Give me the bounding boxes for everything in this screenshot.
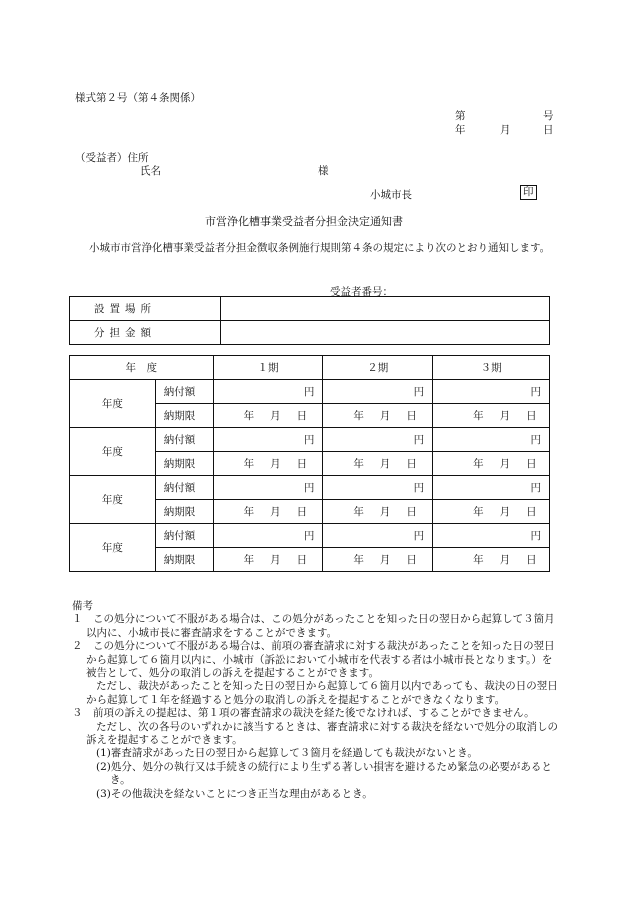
amount-cell: 円: [213, 428, 323, 452]
document-title: 市営浄化槽事業受益者分担金決定通知書: [205, 215, 403, 228]
due-date-cell: [433, 452, 550, 476]
note-item: ３ 前項の訴えの提起は、第１項の審査請求の裁決を経た後でなければ、することができません。: [72, 707, 535, 720]
table-row: [70, 428, 550, 452]
row-label-cell: 納付額: [155, 476, 213, 500]
note-item: ２ この処分について不服がある場合は、前項の審査請求に対する裁決があったことを知った日の翌日から起算して６箇月以内に、小城市（訴訟において小城市を代表する者は小城市長となります。）を被告として、処分の取消しの訴えを提起することができます。: [72, 640, 555, 680]
date-unit-label: 年: [473, 506, 484, 518]
date-unit-label: 月: [270, 410, 281, 422]
table-row: [70, 321, 550, 345]
amount-cell: 円: [323, 380, 433, 404]
date-unit-label: 月: [499, 554, 511, 566]
amount-cell: 円: [433, 476, 550, 500]
year-label-cell: 年度: [70, 428, 156, 476]
amount-cell: 円: [323, 428, 433, 452]
header-cell: ３期: [433, 356, 550, 380]
due-date-cell: [323, 500, 433, 524]
row-label-cell: 納付額: [155, 428, 213, 452]
row-label-cell: 納期限: [155, 548, 213, 572]
date-unit-label: 年: [353, 554, 364, 566]
row-label-cell: 納付額: [155, 524, 213, 548]
seal-mark: [520, 185, 537, 200]
year-label-cell: 年度: [70, 524, 156, 572]
date-year: 年: [455, 124, 466, 136]
header-cell: １期: [213, 356, 323, 380]
date-unit-label: 年: [353, 506, 364, 518]
note-item: (3)その他裁決を経ないことにつき正当な理由があるとき。: [96, 787, 373, 800]
date-unit-label: 月: [379, 506, 391, 518]
date-unit-label: 日: [296, 410, 308, 422]
date-unit-label: 月: [379, 554, 391, 566]
due-date-cell: [323, 452, 433, 476]
amount-cell: 円: [323, 476, 433, 500]
note-item: (1)審査請求があった日の翌日から起算して３箇月を経過しても裁決がないとき。: [96, 747, 478, 760]
due-date-cell: [323, 404, 433, 428]
date-unit-label: 月: [270, 458, 281, 470]
schedule-table: [69, 355, 550, 572]
year-label-cell: 年度: [70, 380, 156, 428]
note-item: ただし、裁決があったことを知った日の翌日から起算して６箇月以内であっても、裁決の日の翌日から起算して１年を経過すると処分の取消しの訴えを提起することができなくなります。: [86, 680, 558, 706]
table-row: [70, 297, 550, 321]
info-table: [69, 296, 550, 345]
date-unit-label: 月: [270, 554, 281, 566]
beneficiary-number-label: 受益者番号：: [330, 286, 393, 298]
date-unit-label: 日: [296, 506, 308, 518]
note-item: (2)処分、処分の執行又は手続きの続行により生ずる著しい損害を避けるため緊急の必要があるとき。: [96, 760, 552, 787]
row-label-cell: 納期限: [155, 452, 213, 476]
table-row: [70, 476, 550, 500]
form-label: 様式第２号（第４条関係）: [75, 92, 201, 104]
date-unit-label: 月: [499, 506, 511, 518]
date-unit-label: 月: [379, 458, 391, 470]
recipient-name-label: 氏名: [140, 165, 161, 177]
intro-text: 小城市市営浄化槽事業受益者分担金徴収条例施行規則第４条の規定により次のとおり通知します。: [89, 242, 551, 254]
number-dai: 第: [455, 110, 466, 122]
date-unit-label: 月: [270, 506, 281, 518]
date-unit-label: 日: [296, 554, 308, 566]
seal-text: 印: [520, 185, 537, 200]
amount-cell: 円: [433, 380, 550, 404]
table-row: [70, 524, 550, 548]
date-unit-label: 年: [353, 410, 364, 422]
date-day: 日: [543, 124, 554, 136]
header-cell: 年 度: [70, 356, 214, 380]
amount-cell: 円: [433, 428, 550, 452]
amount-cell: 円: [433, 524, 550, 548]
date-unit-label: 日: [406, 506, 417, 518]
row-label-cell: 納付額: [155, 380, 213, 404]
note-item: ただし、次の各号のいずれかに該当するときは、審査請求に対する裁決を経ないで処分の取消しの訴えを提起することができます。: [86, 720, 558, 747]
date-unit-label: 年: [473, 458, 484, 470]
recipient-address-label: （受益者）住所: [75, 152, 149, 164]
date-month: 月: [500, 124, 511, 136]
due-date-cell: [433, 500, 550, 524]
date-unit-label: 日: [406, 410, 417, 422]
issuer-name: 小城市長: [370, 189, 412, 201]
date-unit-label: 日: [526, 410, 537, 422]
date-unit-label: 年: [243, 410, 255, 422]
date-unit-label: 年: [473, 554, 484, 566]
date-unit-label: 年: [243, 458, 255, 470]
due-date-cell: [213, 452, 323, 476]
note-item: １ この処分について不服がある場合は、この処分があったことを知った日の翌日から起算して３箇月以内に、小城市長に審査請求をすることができます。: [72, 613, 555, 639]
amount-cell: 円: [323, 524, 433, 548]
amount-cell: 円: [213, 380, 323, 404]
date-unit-label: 月: [379, 410, 391, 422]
date-unit-label: 日: [406, 458, 417, 470]
recipient-sama: 様: [318, 165, 329, 177]
row-label-cell: 納期限: [155, 500, 213, 524]
amount-cell: 円: [213, 476, 323, 500]
table-row: [70, 380, 550, 404]
date-unit-label: 年: [243, 554, 255, 566]
schedule-header-row: [70, 356, 550, 380]
due-date-cell: [213, 404, 323, 428]
info-value: [221, 321, 550, 345]
number-go: 号: [543, 110, 554, 122]
due-date-cell: [433, 548, 550, 572]
date-unit-label: 日: [296, 458, 308, 470]
date-unit-label: 日: [406, 554, 417, 566]
due-date-cell: [213, 548, 323, 572]
notes-section: [72, 600, 562, 801]
year-label-cell: 年度: [70, 476, 156, 524]
row-label-cell: 納期限: [155, 404, 213, 428]
info-value: [221, 297, 550, 321]
date-unit-label: 年: [353, 458, 364, 470]
due-date-cell: [433, 404, 550, 428]
amount-cell: 円: [213, 524, 323, 548]
due-date-cell: [213, 500, 323, 524]
date-unit-label: 月: [499, 458, 511, 470]
header-cell: ２期: [323, 356, 433, 380]
notes-heading: 備考: [72, 600, 93, 612]
date-unit-label: 年: [473, 410, 484, 422]
date-unit-label: 日: [526, 554, 537, 566]
date-unit-label: 日: [526, 506, 537, 518]
date-unit-label: 日: [526, 458, 537, 470]
info-label: 設置場所: [70, 297, 221, 321]
info-label: 分担金額: [70, 321, 221, 345]
due-date-cell: [323, 548, 433, 572]
date-unit-label: 年: [243, 506, 255, 518]
date-unit-label: 月: [499, 410, 511, 422]
